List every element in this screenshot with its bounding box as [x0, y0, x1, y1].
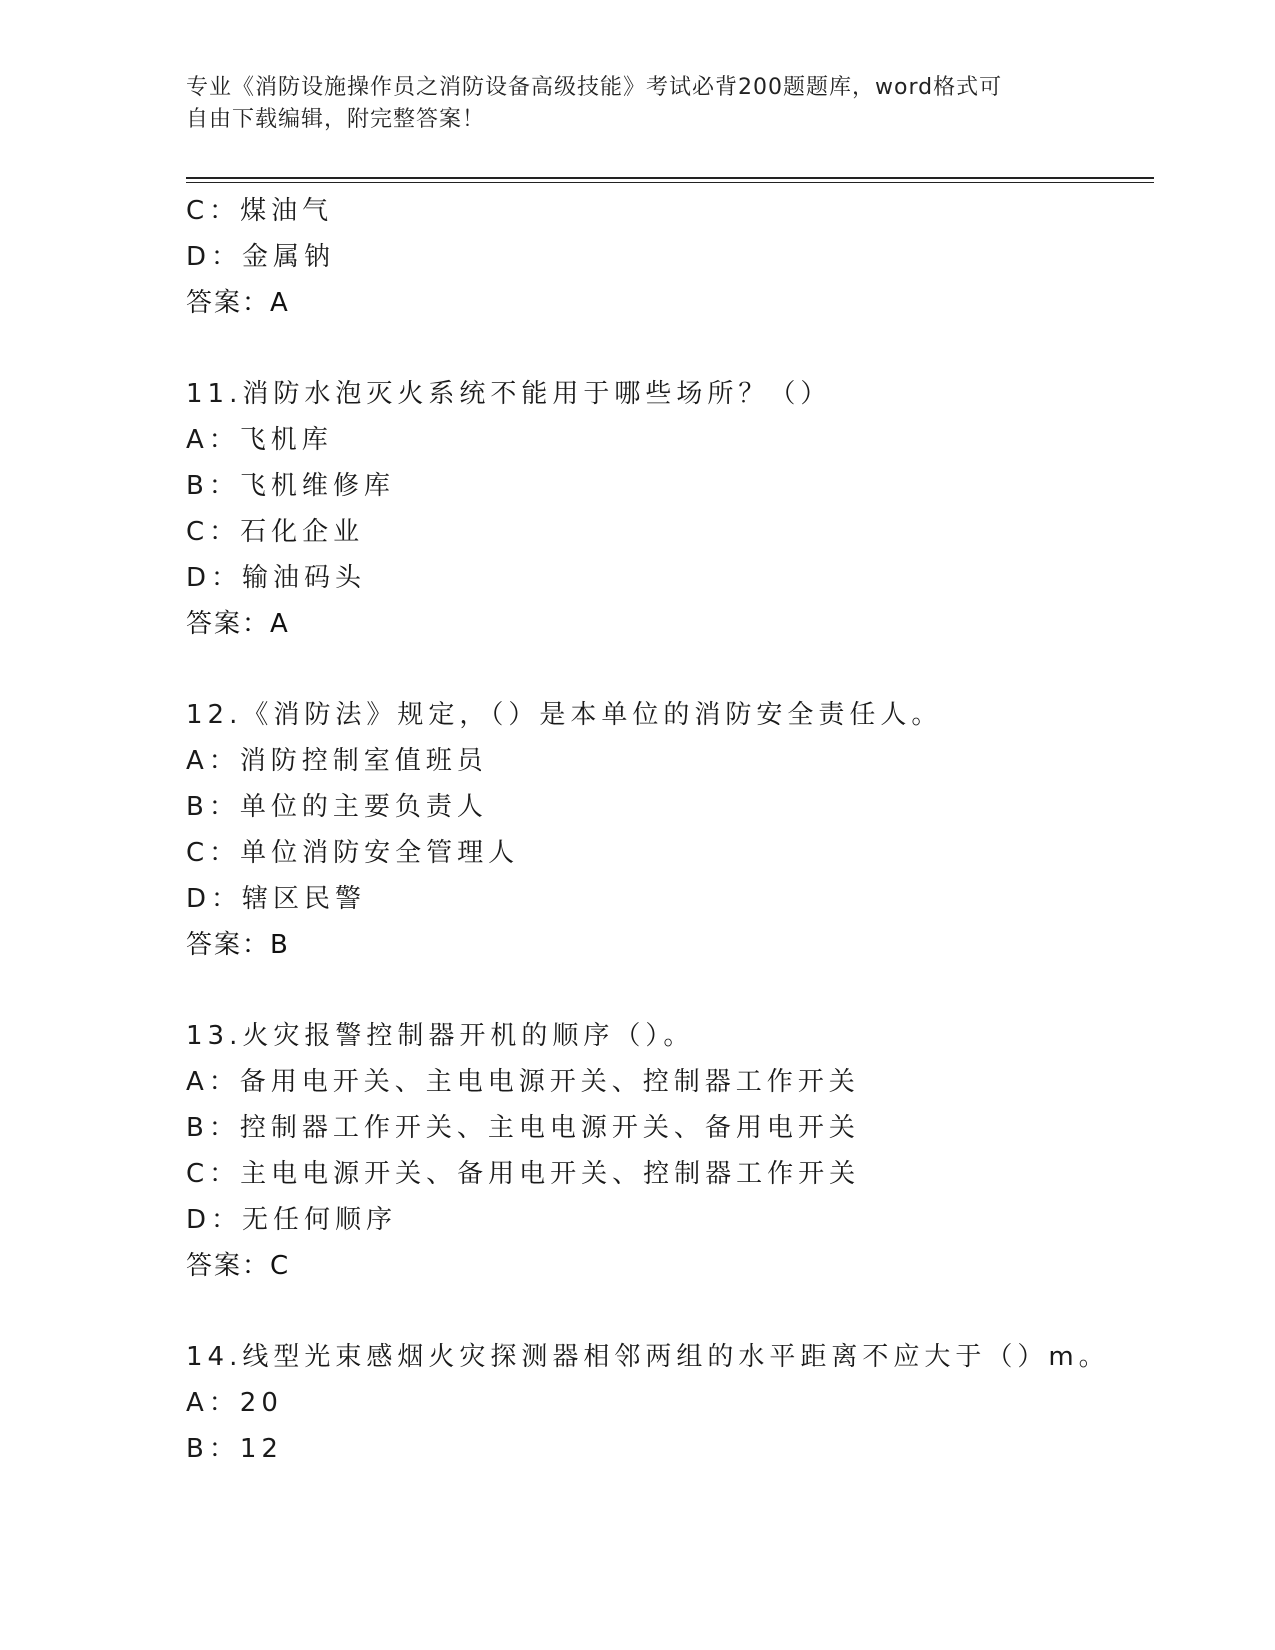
question-text: 14.线型光束感烟火灾探测器相邻两组的水平距离不应大于（）m。 [186, 1342, 1110, 1372]
question-block-11 [186, 371, 1154, 647]
option-a: A：飞机库 [186, 425, 333, 455]
option-d: D：输油码头 [186, 563, 367, 593]
option-c: C：主电电源开关、备用电开关、控制器工作开关 [186, 1159, 861, 1189]
option-c: C：石化企业 [186, 517, 365, 547]
question-block-13 [186, 1013, 1154, 1289]
option-b: B：控制器工作开关、主电电源开关、备用电开关 [186, 1113, 860, 1143]
question-list [186, 188, 1154, 1472]
question-block-14 [186, 1334, 1154, 1472]
question-text: 11.消防水泡灭火系统不能用于哪些场所？（） [186, 379, 832, 409]
answer-line: 答案：B [186, 930, 290, 960]
spacer [186, 968, 1154, 1013]
option-d: D：辖区民警 [186, 884, 367, 914]
header-rule-thin [186, 182, 1154, 183]
option-d: D：无任何顺序 [186, 1205, 398, 1235]
spacer [186, 647, 1154, 692]
spacer [186, 1289, 1154, 1334]
option-a: A：消防控制室值班员 [186, 746, 488, 776]
header-title-line1: 专业《消防设施操作员之消防设备高级技能》考试必背200题题库，word格式可 [186, 75, 1003, 100]
answer-line: 答案：A [186, 288, 290, 318]
header-rule-thick [186, 177, 1154, 179]
question-block-10 [186, 188, 1154, 326]
question-block-12 [186, 692, 1154, 968]
option-a: A：20 [186, 1388, 283, 1418]
spacer [186, 326, 1154, 371]
option-c: C：煤油气 [186, 196, 334, 226]
answer-line: 答案：C [186, 1251, 291, 1281]
document-header [186, 72, 1066, 136]
answer-line: 答案：A [186, 609, 290, 639]
option-b: B：飞机维修库 [186, 471, 395, 501]
option-b: B：12 [186, 1434, 283, 1464]
option-b: B：单位的主要负责人 [186, 792, 488, 822]
question-text: 12.《消防法》规定，（）是本单位的消防安全责任人。 [186, 700, 943, 730]
option-a: A：备用电开关、主电电源开关、控制器工作开关 [186, 1067, 860, 1097]
option-d: D：金属钠 [186, 242, 336, 272]
question-text: 13.火灾报警控制器开机的顺序（）。 [186, 1021, 695, 1051]
header-title-line2: 自由下载编辑，附完整答案！ [186, 107, 486, 132]
option-c: C：单位消防安全管理人 [186, 838, 520, 868]
